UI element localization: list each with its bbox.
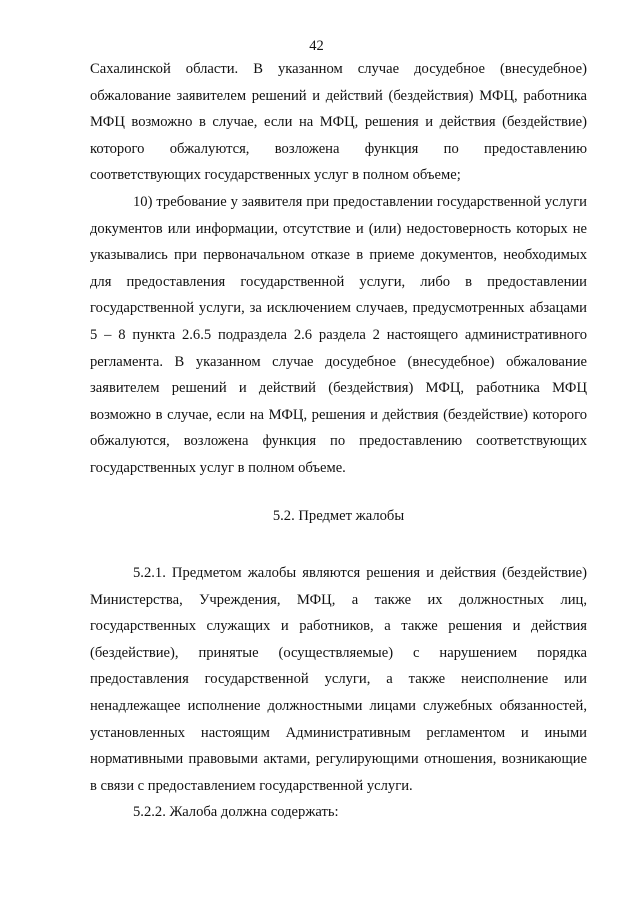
paragraph-continuation: Сахалинской области. В указанном случае досудебное (внесудебное) обжалование заявителем решений и действий (бездействия) МФЦ, работника МФЦ возможно в случае, если на МФЦ, решения и действия (бездействие) которого обжалуются, возложена функция по предоставлению соответствующих государственных услуг в полном объеме; [90, 61, 587, 184]
document-body [90, 56, 587, 826]
section-heading: 5.2. Предмет жалобы [272, 507, 405, 524]
page-number: 42 [309, 38, 324, 54]
paragraph-5-2-1: 5.2.1. Предметом жалобы являются решения и действия (бездействие) Министерства, Учреждения, МФЦ, а также их должностных лиц, государственных служащих и работников, а также решения и действия (бездействие), принятые (осуществляемые) с нарушением порядка предоставления государственной услуги, а также неисполнение или ненадлежащее исполнение должностными лицами служебных обязанностей, установленных настоящим Административным регламентом и иными нормативными правовыми актами, регулирующими отношения, возникающие в связи с предоставлением государственной услуги. [90, 565, 587, 794]
paragraph-item-10: 10) требование у заявителя при предоставлении государственной услуги документов или информации, отсутствие и (или) недостоверность которых не указывались при первоначальном отказе в приеме документов, необходимых для предоставления государственной услуги, либо в предоставлении государственной услуги, за исключением случаев, предусмотренных абзацами 5 – 8 пункта 2.6.5 подраздела 2.6 раздела 2 настоящего административного регламента. В указанном случае досудебное (внесудебное) обжалование заявителем решений и действий (бездействия) МФЦ, работника МФЦ возможно в случае, если на МФЦ, решения и действия (бездействие) которого обжалуются, возложена функция по предоставлению соответствующих государственных услуг в полном объеме. [90, 193, 587, 476]
paragraph-5-2-2: 5.2.2. Жалоба должна содержать: [133, 804, 339, 821]
